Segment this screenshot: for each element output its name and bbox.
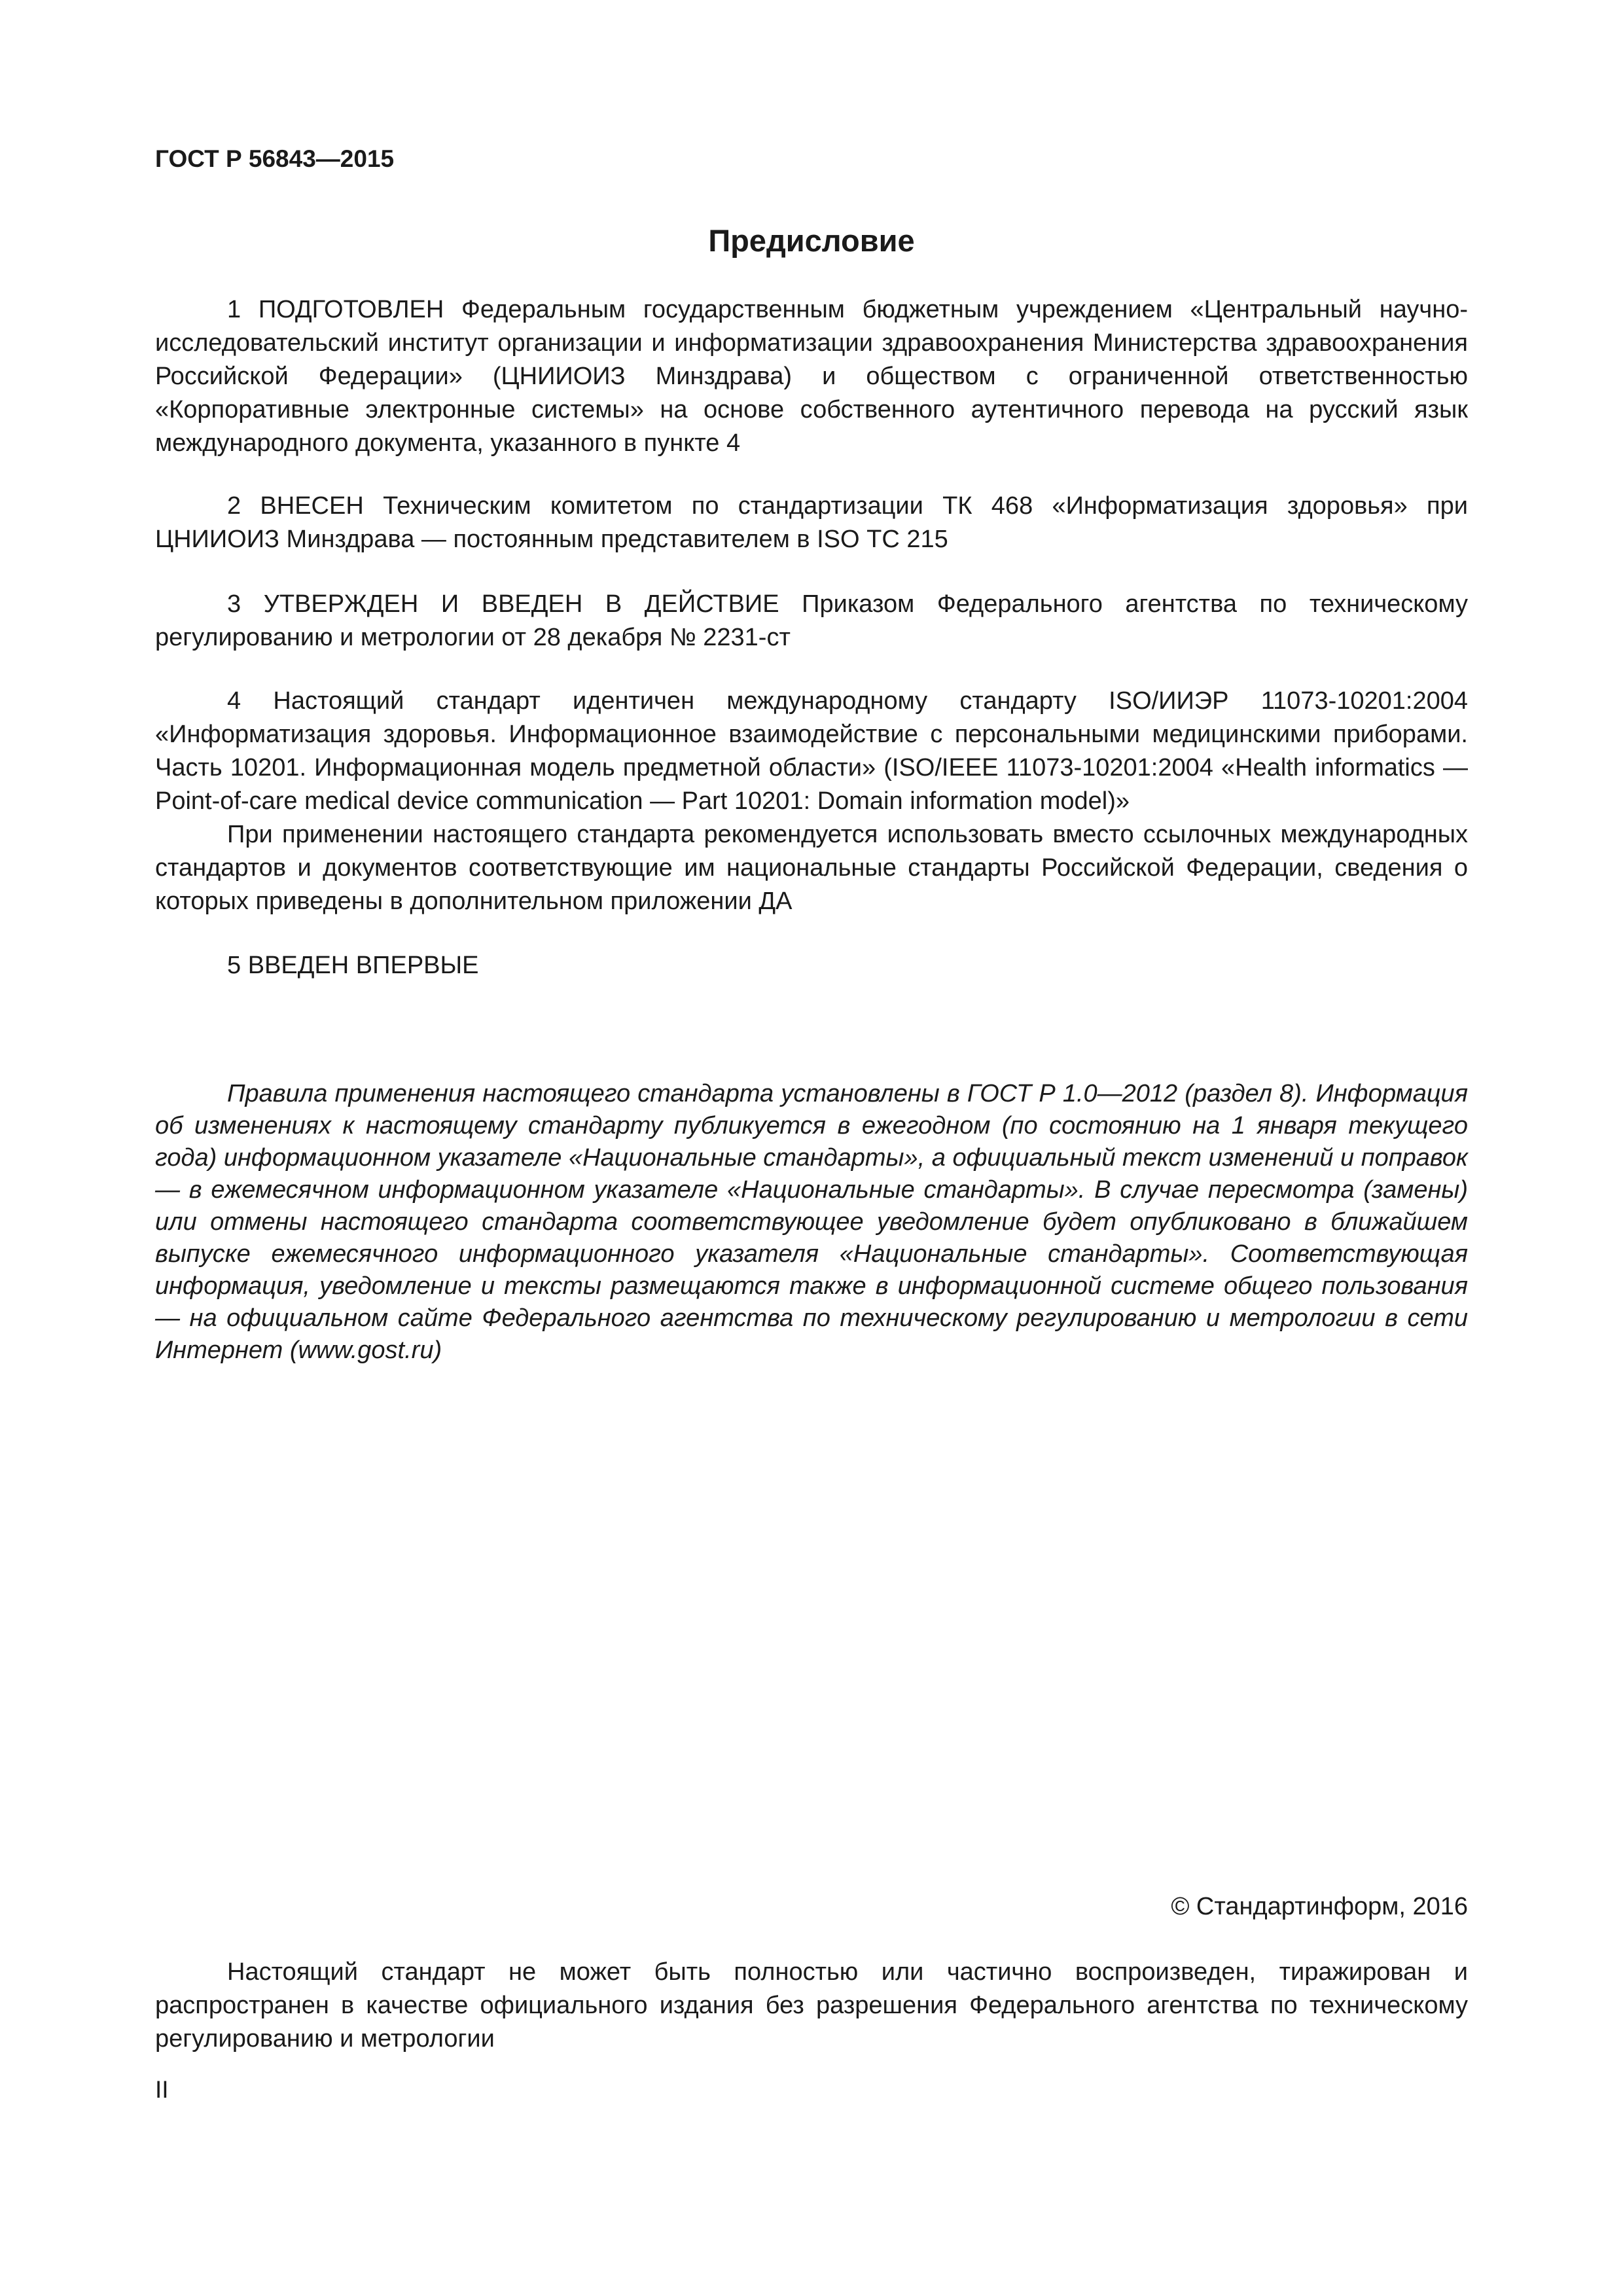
paragraph-text: 4 Настоящий стандарт идентичен международному стандарту ISO/ИИЭР 11073-10201:2004 «Информатизация здоровья. Информационное взаимодействие с персональными медицинскими приборами. Часть 10201. Информационная модель предметной области» (ISO/IEEE 11073-10201:2004 «Health informatics — Point-of-care medical device communication — Part 10201: Domain information model)»	[155, 687, 1468, 815]
page-number: II	[155, 2076, 169, 2103]
paragraph-identical	[155, 685, 1468, 918]
paragraph-submitted	[155, 490, 1468, 556]
section-title: Предисловие	[708, 223, 915, 258]
paragraph-text: 2 ВНЕСЕН Техническим комитетом по стандартизации ТК 468 «Информатизация здоровья» при ЦНИИОИЗ Минздрава — постоянным представителем в ISO ТС 215	[155, 492, 1468, 553]
reproduction-text: Настоящий стандарт не может быть полностью или частично воспроизведен, тиражирован и распространен в качестве официального издания без разрешения Федерального агентства по техническому регулированию и метрологии	[155, 1958, 1468, 2053]
paragraph-text: 5 ВВЕДЕН ВПЕРВЫЕ	[227, 952, 479, 979]
paragraph-text: 1 ПОДГОТОВЛЕН Федеральным государственным бюджетным учреждением «Центральный научно-исследовательский институт организации и информатизации здравоохранения Министерства здравоохранения Российской Федерации» (ЦНИИОИЗ Минздрава) и обществом с ограниченной ответственностью «Корпоративные электронные системы» на основе собственного аутентичного перевода на русский язык международного документа, указанного в пункте 4	[155, 296, 1468, 457]
paragraph-text: При применении настоящего стандарта рекомендуется использовать вместо ссылочных международных стандартов и документов соответствующие им национальные стандарты Российской Федерации, сведения о которых приведены в дополнительном приложении ДА	[155, 821, 1468, 915]
reproduction-notice	[155, 1956, 1468, 2056]
paragraph-text: 3 УТВЕРЖДЕН И ВВЕДЕН В ДЕЙСТВИЕ Приказом Федерального агентства по техническому регулированию и метрологии от 28 декабря № 2231-ст	[155, 590, 1468, 651]
copyright: © Стандартинформ, 2016	[1171, 1893, 1468, 1920]
paragraph-prepared	[155, 293, 1468, 460]
notice-text: Правила применения настоящего стандарта установлены в ГОСТ Р 1.0—2012 (раздел 8). Информация об изменениях к настоящему стандарту публикуется в ежегодном (по состоянию на 1 января текущего года) информационном указателе «Национальные стандарты», а официальный текст изменений и поправок — в ежемесячном информационном указателе «Национальные стандарты». В случае пересмотра (замены) или отмены настоящего стандарта соответствующее уведомление будет опубликовано в ближайшем выпуске ежемесячного информационного указателя «Национальные стандарты». Соответствующая информация, уведомление и тексты размещаются также в информационной системе общего пользования — на официальном сайте Федерального агентства по техническому регулированию и метрологии в сети Интернет (www.gost.ru)	[155, 1080, 1468, 1364]
application-rules-notice	[155, 1078, 1468, 1367]
paragraph-first-introduced	[155, 949, 1468, 982]
document-header: ГОСТ Р 56843—2015	[155, 145, 395, 172]
paragraph-approved	[155, 588, 1468, 655]
